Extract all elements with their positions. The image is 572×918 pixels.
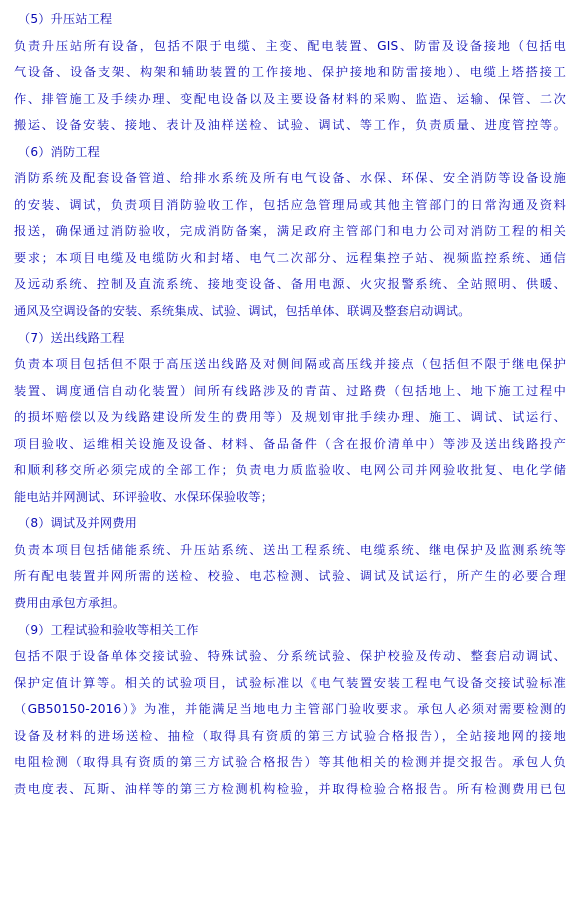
section-heading: （7）送出线路工程: [18, 330, 125, 345]
section-5: [14, 6, 566, 139]
text-line: 的损坏赔偿以及为线路建设所发生的费用等）及规划审批手续办理、施工、调试、试运行、: [14, 410, 566, 425]
text-line: 负责本项目包括但不限于高压送出线路及对侧间隔或高压线并接点（包括但不限于继电保护: [14, 357, 566, 372]
text-line: 负责本项目包括储能系统、升压站系统、送出工程系统、电缆系统、继电保护及监测系统等: [14, 542, 566, 557]
text-line: 要求；本项目电缆及电缆防火和封堵、电气二次部分、远程集控子站、视频监控系统、通信: [14, 250, 566, 265]
section-7: [14, 325, 566, 511]
text-line: 设备及材料的进场送检、抽检（取得具有资质的第三方试验合格报告），全站接地网的接地: [14, 728, 566, 743]
section-heading: （8）调试及并网费用: [18, 516, 137, 531]
text-line: 气设备、设备支架、构架和辅助装置的工作接地、保护接地和防雷接地）、电缆上塔搭接工: [14, 65, 566, 80]
text-line: 电阻检测（取得具有资质的第三方试验合格报告）等其他相关的检测并提交报告。承包人负: [14, 755, 566, 770]
section-heading: （5）升压站工程: [18, 12, 113, 26]
text-line: 责电度表、瓦斯、油样等的第三方检测机构检验，并取得检验合格报告。所有检测费用已包: [14, 781, 566, 796]
text-line: 包括不限于设备单体交接试验、特殊试验、分系统试验、保护校验及传动、整套启动调试、: [14, 649, 566, 664]
text-line: （GB50150-2016）》为准，并能满足当地电力主管部门验收要求。承包人必须对需要检测的: [14, 702, 566, 717]
text-line: 和顺利移交所必须完成的全部工作；负责电力质监验收、电网公司并网验收批复、电化学储: [14, 463, 566, 478]
text-line: 能电站并网测试、环评验收、水保环保验收等；: [14, 489, 274, 504]
text-line: 费用由承包方承担。: [14, 596, 126, 611]
text-line: 装置、调度通信自动化装置）间所有线路涉及的青苗、过路费（包括地上、地下施工过程中: [14, 383, 566, 398]
section-heading: （9）工程试验和验收等相关工作: [18, 622, 199, 637]
text-line: 作、排管施工及手续办理、变配电设备以及主要设备材料的采购、监造、运输、保管、二次: [14, 91, 566, 106]
text-line: 搬运、设备安装、接地、表计及油样送检、试验、调试、等工作，负责质量、进度管控等。: [14, 118, 566, 133]
text-line: 及远动系统、控制及直流系统、接地变设备、备用电源、火灾报警系统、全站照明、供暖、: [14, 277, 566, 292]
text-line: 项目验收、运维相关设施及设备、材料、备品备件（含在报价清单中）等涉及送出线路投产: [14, 436, 566, 451]
text-line: 的安装、调试，负责项目消防验收工作，包括应急管理局或其他主管部门的日常沟通及资料: [14, 197, 566, 212]
text-line: 保护定值计算等。相关的试验项目，试验标准以《电气装置安装工程电气设备交接试验标准: [14, 675, 566, 690]
text-line: 报送，确保通过消防验收，完成消防备案，满足政府主管部门和电力公司对消防工程的相关: [14, 224, 566, 239]
section-6: [14, 139, 566, 325]
text-line: 通风及空调设备的安装、系统集成、试验、调试，包括单体、联调及整套启动调试。: [14, 304, 471, 319]
section-9: [14, 617, 566, 803]
section-heading: （6）消防工程: [18, 144, 100, 159]
text-line: 消防系统及配套设备管道、给排水系统及所有电气设备、水保、环保、安全消防等设备设施: [14, 171, 566, 186]
text-line: 所有配电装置并网所需的送检、校验、电芯检测、试验、调试及试运行，所产生的必要合理: [14, 569, 566, 584]
section-8: [14, 510, 566, 616]
text-line: 负责升压站所有设备，包括不限于电缆、主变、配电装置、GIS、防雷及设备接地（包括电: [14, 38, 566, 53]
